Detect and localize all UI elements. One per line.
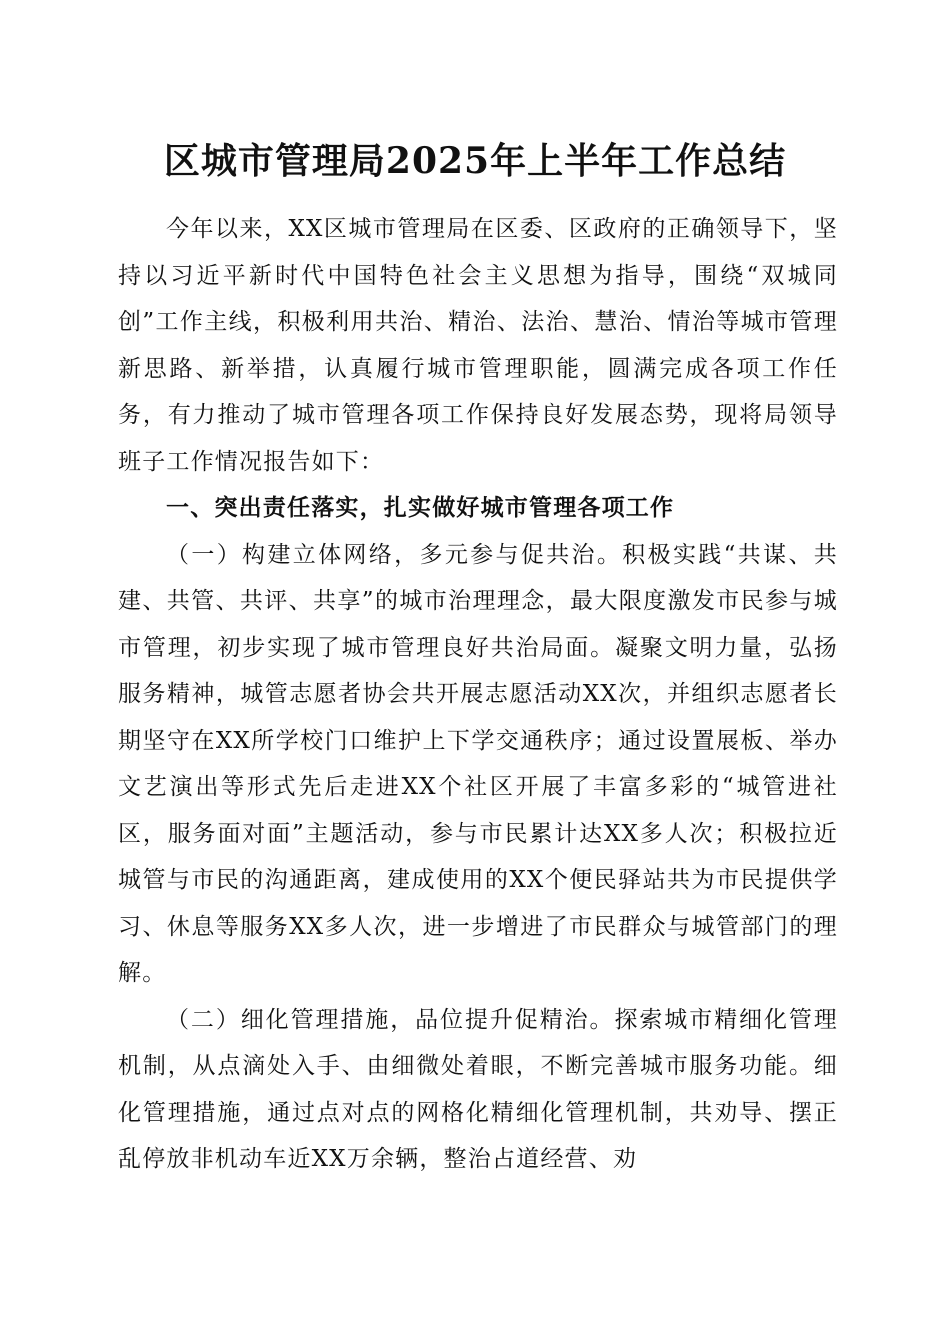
subsection-1-text: 积极实践“共谋、共建、共管、共评、共享”的城市治理理念，最大限度激发市民参与城市管理，初步实现了城市管理良好共治局面。凝聚文明力量，弘扬服务精神，城管志愿者协会共开展志愿活动XX次，并组织志愿者长期坚守在XX所学校门口维护上下学交通秩序；通过设置展板、举办文艺演出等形式先后走进XX个社区开展了丰富多彩的“城管进社区，服务面对面”主题活动，参与市民累计达XX多人次；积极拉近城管与市民的沟通距离，建成使用的XX个便民驿站共为市民提供学习、休息等服务XX多人次，进一步增进了市民群众与城管部门的理解。: [118, 541, 839, 986]
intro-paragraph: 今年以来，XX区城市管理局在区委、区政府的正确领导下，坚持以习近平新时代中国特色社会主义思想为指导，围绕“双城同创”工作主线，积极利用共治、精治、法治、慧治、情治等城市管理新思路、新举措，认真履行城市管理职能，圆满完成各项工作任务，有力推动了城市管理各项工作保持良好发展态势，现将局领导班子工作情况报告如下：: [118, 216, 838, 475]
subsection-1-paragraph: [118, 532, 838, 997]
subsection-1-heading: （一）构建立体网络，多元参与促共治。: [166, 541, 623, 568]
subsection-2-paragraph: [118, 997, 838, 1183]
subsection-2-heading: （二）细化管理措施，品位提升促精治。: [166, 1006, 615, 1033]
section-1-heading: 一、突出责任落实，扎实做好城市管理各项工作: [166, 495, 675, 521]
document-body: [118, 206, 838, 1183]
subsection-2-text: 探索城市精细化管理机制，从点滴处入手、由细微处着眼，不断完善城市服务功能。细化管理措施，通过点对点的网格化精细化管理机制，共劝导、摆正乱停放非机动车近XX万余辆，整治占道经营、劝: [118, 1006, 838, 1172]
document-title: 区城市管理局2025年上半年工作总结: [163, 140, 787, 182]
